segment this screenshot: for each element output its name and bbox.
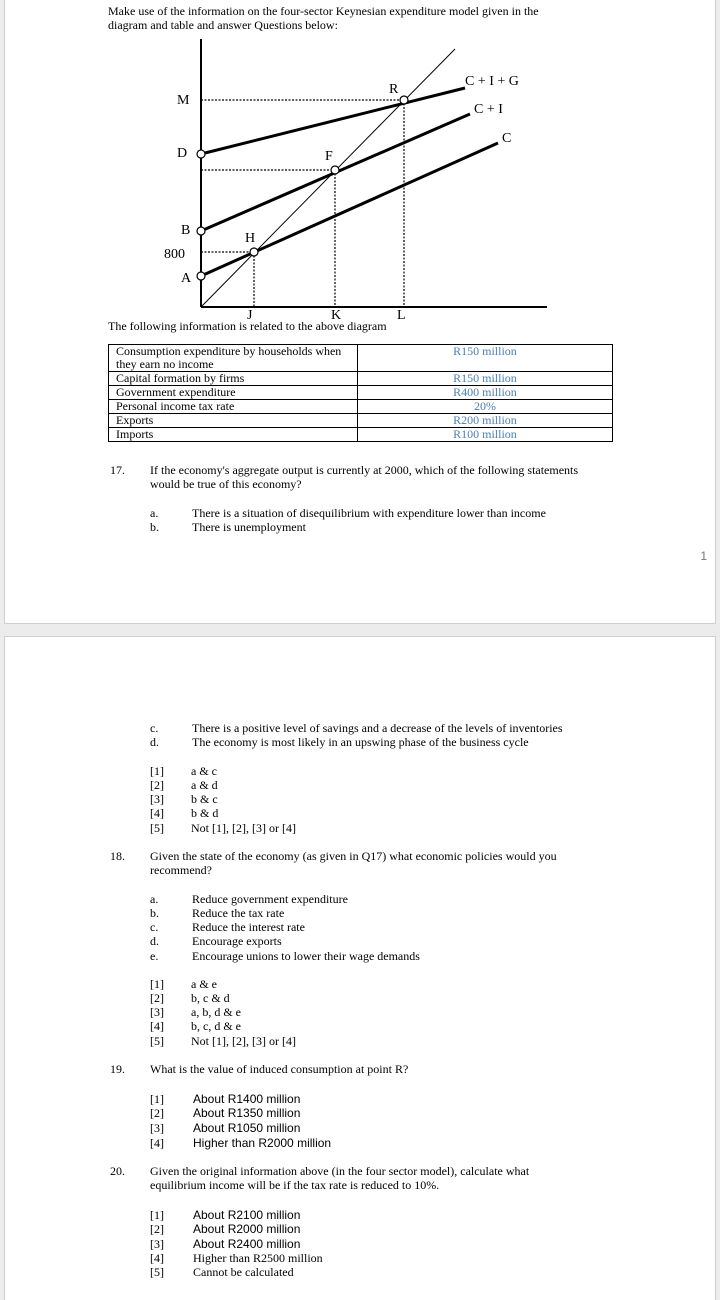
q17-option-text: b & d: [191, 806, 219, 820]
q17-option-text: a & c: [191, 764, 217, 778]
q18-statement: Encourage unions to lower their wage demands: [192, 949, 420, 963]
diagram-caption: The following information is related to the above diagram: [108, 319, 387, 333]
point-a: [197, 272, 205, 280]
q19-option-num: [1]: [150, 1092, 164, 1106]
q18-option-num: [3]: [150, 1005, 164, 1019]
q17-text-1: If the economy's aggregate output is currently at 2000, which of the following statements: [150, 463, 579, 477]
q17-option-num: [5]: [150, 821, 164, 835]
q17-letter-b: b.: [150, 520, 159, 534]
page-number: 1: [700, 549, 707, 563]
q20-option-num: [2]: [150, 1222, 164, 1236]
q20-option-text: Higher than R2500 million: [193, 1251, 323, 1265]
q18-option-num: [4]: [150, 1019, 164, 1033]
q17-statement-d: The economy is most likely in an upswing phase of the business cycle: [192, 735, 529, 749]
point-d: [197, 150, 205, 158]
label-b: B: [181, 223, 191, 238]
q18-letter: c.: [150, 920, 159, 934]
table-row: [109, 372, 613, 386]
q18-statement: Reduce government expenditure: [192, 892, 348, 906]
q18-statement: Encourage exports: [192, 934, 282, 948]
q19-option-num: [4]: [150, 1136, 164, 1150]
point-r: [400, 96, 408, 104]
q17-option-text: Not [1], [2], [3] or [4]: [191, 821, 296, 835]
q19-option-text: About R1350 million: [193, 1106, 301, 1120]
q17-statement-a: There is a situation of disequilibrium with expenditure lower than income: [192, 506, 546, 520]
q18-statement: Reduce the tax rate: [192, 906, 285, 920]
table-label: Capital formation by firms: [109, 372, 358, 386]
q18-option-text: a, b, d & e: [191, 1005, 241, 1019]
q18-text-2: recommend?: [150, 863, 212, 877]
q17-option-num: [1]: [150, 764, 164, 778]
point-b: [197, 227, 205, 235]
label-a: A: [181, 271, 192, 286]
q20-option-num: [4]: [150, 1251, 164, 1265]
table-value: R150 million: [357, 345, 612, 372]
q19-text: What is the value of induced consumption at point R?: [150, 1062, 409, 1076]
q19-option-text: About R1050 million: [193, 1121, 301, 1135]
q18-letter: e.: [150, 949, 159, 963]
q18-number: 18.: [110, 849, 125, 863]
label-j: J: [247, 308, 253, 323]
q20-number: 20.: [110, 1164, 125, 1178]
table-row: [109, 414, 613, 428]
q17-number: 17.: [110, 463, 125, 477]
q20-option-text: About R2100 million: [193, 1208, 301, 1222]
q18-letter: b.: [150, 906, 159, 920]
label-800: 800: [164, 247, 185, 262]
q18-option-text: Not [1], [2], [3] or [4]: [191, 1034, 296, 1048]
table-label: Consumption expenditure by households when they earn no income: [109, 345, 358, 372]
point-f: [331, 166, 339, 174]
intro-line-2: diagram and table and answer Questions below:: [108, 18, 338, 32]
q17-text-2: would be true of this economy?: [150, 477, 302, 491]
cig-line: [201, 88, 465, 154]
table-row: [109, 345, 613, 372]
table-row: [109, 428, 613, 442]
point-h: [250, 248, 258, 256]
q17-option-text: b & c: [191, 792, 218, 806]
q19-option-text: About R1400 million: [193, 1092, 301, 1106]
q17-option-text: a & d: [191, 778, 218, 792]
q18-option-text: b, c, d & e: [191, 1019, 241, 1033]
q20-option-num: [5]: [150, 1265, 164, 1279]
info-table: [108, 344, 613, 442]
keynesian-diagram: [5, 0, 717, 339]
table-value: R400 million: [357, 386, 612, 400]
q20-option-num: [3]: [150, 1237, 164, 1251]
label-h: H: [245, 231, 256, 246]
q19-number: 19.: [110, 1062, 125, 1076]
label-l: L: [397, 308, 406, 323]
table-value: R200 million: [357, 414, 612, 428]
q17-letter-d: d.: [150, 735, 159, 749]
q18-option-num: [1]: [150, 977, 164, 991]
q18-letter: d.: [150, 934, 159, 948]
c-line: [201, 143, 498, 276]
document-page-1: [4, 0, 716, 624]
table-label: Exports: [109, 414, 358, 428]
q19-option-num: [3]: [150, 1121, 164, 1135]
q18-letter: a.: [150, 892, 159, 906]
table-value: R100 million: [357, 428, 612, 442]
q20-text-1: Given the original information above (in the four sector model), calculate what: [150, 1164, 530, 1178]
q17-statement-b: There is unemployment: [192, 520, 306, 534]
table-label: Personal income tax rate: [109, 400, 358, 414]
q20-text-2: equilibrium income will be if the tax rate is reduced to 10%.: [150, 1178, 440, 1192]
table-value: R150 million: [357, 372, 612, 386]
q20-option-text: Cannot be calculated: [193, 1265, 294, 1279]
q17-statement-c: There is a positive level of savings and a decrease of the levels of inventories: [192, 721, 563, 735]
q18-option-num: [2]: [150, 991, 164, 1005]
table-label: Government expenditure: [109, 386, 358, 400]
q18-text-1: Given the state of the economy (as given in Q17) what economic policies would you: [150, 849, 557, 863]
document-page-2: [4, 636, 716, 1300]
q17-letter-a: a.: [150, 506, 159, 520]
label-cig: C + I + G: [465, 74, 519, 89]
label-m: M: [177, 93, 190, 108]
q19-option-num: [2]: [150, 1106, 164, 1120]
label-k: K: [331, 308, 342, 323]
label-f: F: [325, 149, 333, 164]
label-ci: C + I: [474, 102, 503, 117]
q17-letter-c: c.: [150, 721, 159, 735]
table-label: Imports: [109, 428, 358, 442]
label-r: R: [389, 82, 399, 97]
q18-option-text: b, c & d: [191, 991, 230, 1005]
table-row: [109, 400, 613, 414]
q20-option-num: [1]: [150, 1208, 164, 1222]
q17-option-num: [4]: [150, 806, 164, 820]
q17-option-num: [3]: [150, 792, 164, 806]
table-row: [109, 386, 613, 400]
q17-option-num: [2]: [150, 778, 164, 792]
q20-option-text: About R2400 million: [193, 1237, 301, 1251]
q19-option-text: Higher than R2000 million: [193, 1136, 332, 1150]
table-value: 20%: [357, 400, 612, 414]
q20-option-text: About R2000 million: [193, 1222, 301, 1236]
intro-line-1: Make use of the information on the four-sector Keynesian expenditure model given in the: [108, 4, 539, 18]
label-d: D: [177, 146, 188, 161]
q18-option-text: a & e: [191, 977, 217, 991]
q18-option-num: [5]: [150, 1034, 164, 1048]
q18-statement: Reduce the interest rate: [192, 920, 305, 934]
label-c: C: [502, 131, 512, 146]
